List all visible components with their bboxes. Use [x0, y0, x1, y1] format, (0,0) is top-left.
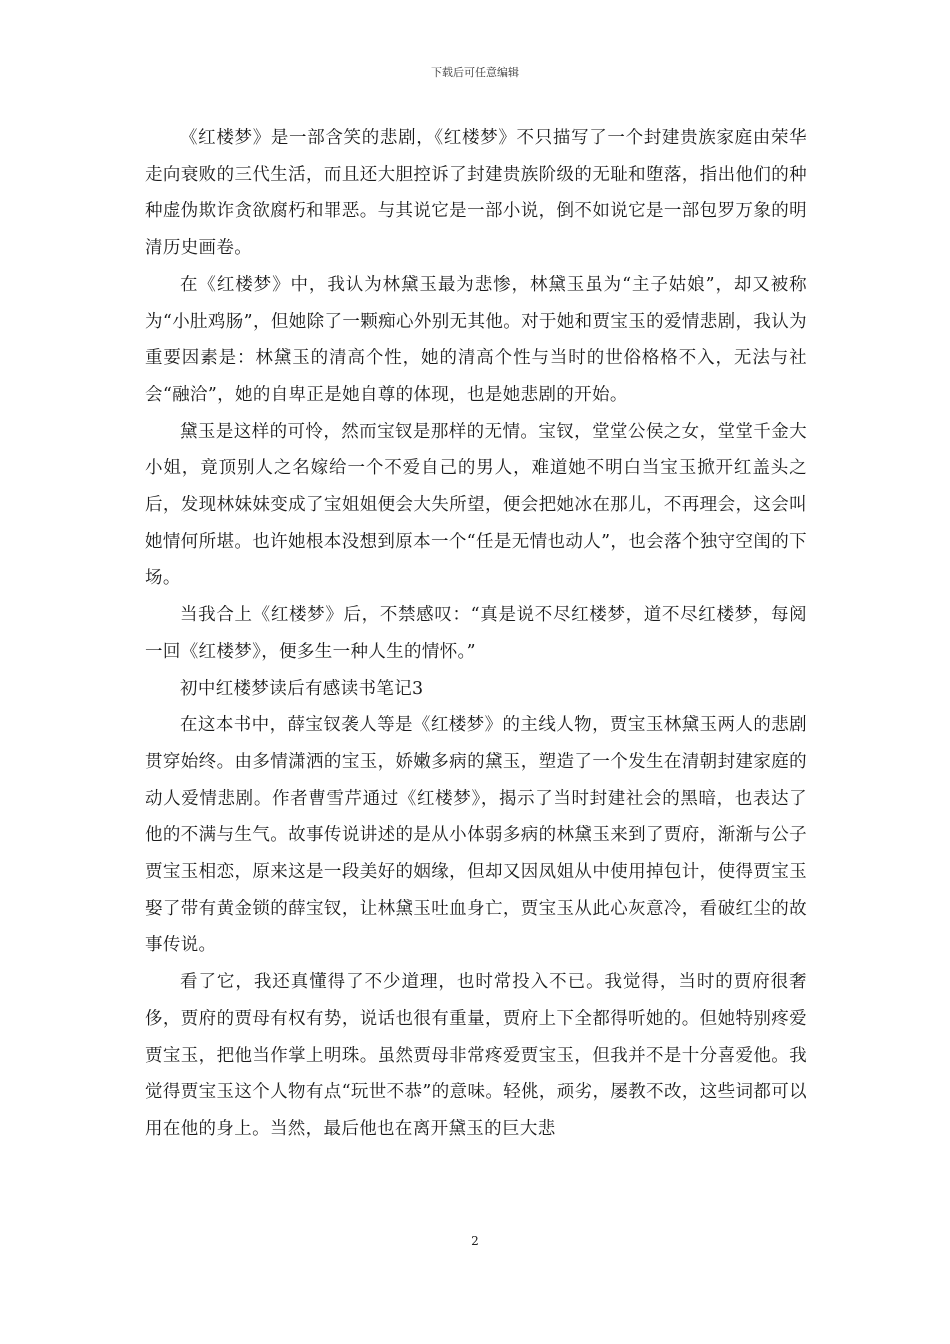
section-heading: 初中红楼梦读后有感读书笔记3 [180, 678, 424, 699]
paragraph-conclusion: 当我合上《红楼梦》后，不禁感叹：“真是说不尽红楼梦，道不尽红楼梦，每阅一回《红楼梦》，便多生一种人生的情怀。” [145, 605, 807, 662]
paragraph-baochai: 黛玉是这样的可怜，然而宝钗是那样的无情。宝钗，堂堂公侯之女，堂堂千金大小姐，竟顶别人之名嫁给一个不爱自己的男人，难道她不明白当宝玉掀开红盖头之后，发现林妹妹变成了宝姐姐便会大失所望，便会把她冰在那儿，不再理会，这会叫她情何所堪。也许她根本没想到原本一个“任是无情也动人”，也会落个独守空闺的下场。 [145, 421, 807, 589]
paragraph-reflection: 看了它，我还真懂得了不少道理，也时常投入不已。我觉得，当时的贾府很奢侈，贾府的贾母有权有势，说话也很有重量，贾府上下全都得听她的。但她特别疼爱贾宝玉，把他当作掌上明珠。虽然贾母非常疼爱贾宝玉，但我并不是十分喜爱他。我觉得贾宝玉这个人物有点“玩世不恭”的意味。轻佻，顽劣，屡教不改，这些词都可以用在他的身上。当然，最后他也在离开黛玉的巨大悲 [145, 972, 807, 1139]
page-header: 下载后可任意编辑 [431, 66, 519, 79]
paragraph-lin-daiyu: 在《红楼梦》中，我认为林黛玉最为悲惨，林黛玉虽为“主子姑娘”，却又被称为“小肚鸡肠”，但她除了一颗痴心外别无其他。对于她和贾宝玉的爱情悲剧，我认为重要因素是：林黛玉的清高个性，她的清高个性与当时的世俗格格不入，无法与社会“融洽”，她的自卑正是她自尊的体现，也是她悲剧的开始。 [145, 274, 807, 405]
document-body [145, 120, 807, 1148]
page-number: 2 [471, 1234, 479, 1248]
paragraph-main-characters: 在这本书中，薛宝钗袭人等是《红楼梦》的主线人物，贾宝玉林黛玉两人的悲剧贯穿始终。由多情潇洒的宝玉，娇嫩多病的黛玉，塑造了一个发生在清朝封建家庭的动人爱情悲剧。作者曹雪芹通过《红楼梦》，揭示了当时封建社会的黑暗，也表达了他的不满与生气。故事传说讲述的是从小体弱多病的林黛玉来到了贾府，渐渐与公子贾宝玉相恋，原来这是一段美好的姻缘，但却又因凤姐从中使用掉包计，使得贾宝玉娶了带有黄金锁的薛宝钗，让林黛玉吐血身亡，贾宝玉从此心灰意冷，看破红尘的故事传说。 [145, 715, 807, 956]
paragraph-intro: 《红楼梦》是一部含笑的悲剧，《红楼梦》不只描写了一个封建贵族家庭由荣华走向衰败的三代生活，而且还大胆控诉了封建贵族阶级的无耻和堕落，指出他们的种种虚伪欺诈贪欲腐朽和罪恶。与其说它是一部小说，倒不如说它是一部包罗万象的明清历史画卷。 [145, 128, 807, 259]
